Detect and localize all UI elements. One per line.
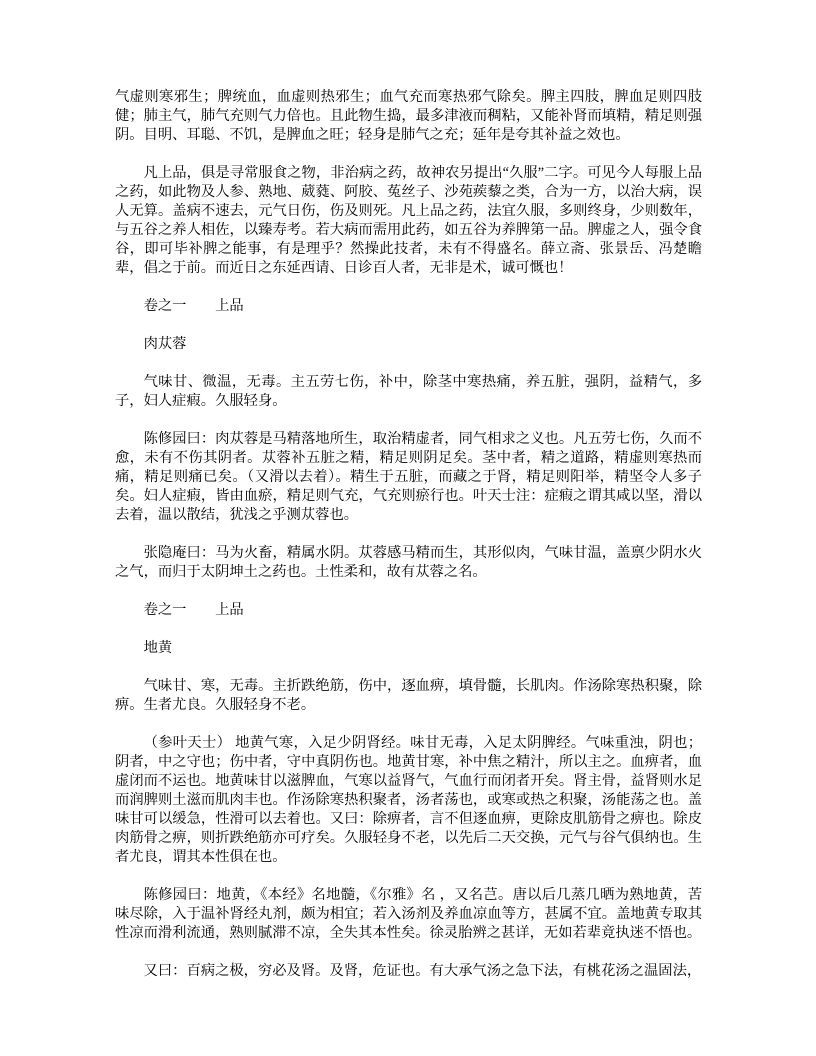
commentary-paragraph: 陈修园曰：地黄，《本经》名地髓，《尔雅》名 ，又名芑。唐以后几蒸几晒为熟地黄，苦味尽除，入于温补肾经丸剂，颇为相宜；若入汤剂及养血凉血等方，甚属不宜。盖地黄专取其性凉而滑利流通，熟则腻滞不凉，全失其本性矣。徐灵胎辨之甚详，无如若辈竟执迷不悟也。 <box>115 887 702 941</box>
commentary-paragraph: 凡上品，俱是寻常服食之物，非治病之药，故神农另提出“久服”二字。可见今人每服上品之药，如此物及人参、熟地、葳蕤、阿胶、菟丝子、沙苑蒺藜之类，合为一方，以治大病，误人无算。盖病不速去，元气日伤，伤及则死。凡上品之药，法宜久服，多则终身，少则数年，与五谷之养人相佐，以臻寿考。若大病而需用此药，如五谷为养脾第一品。脾虚之人，强令食谷，即可毕补脾之能事，有是理乎？然操此技者，未有不得盛名。薛立斋、张景岳、冯楚瞻辈，倡之于前。而近日之东延西请、日诊百人者，无非是术，诚可慨也！ <box>115 165 702 276</box>
commentary-paragraph: 陈修园曰：肉苁蓉是马精落地所生，取治精虚者，同气相求之义也。凡五劳七伤，久而不愈，未有不伤其阴者。苁蓉补五脏之精，精足则阴足矣。茎中者，精之道路，精虚则寒热而痛，精足则痛已矣。（又滑以去着）。精生于五脏，而藏之于肾，精足则阳举，精坚令人多子矣。妇人症瘕，皆由血瘀，精足则气充，气充则瘀行也。叶天士注：症瘕之谓其咸以坚，滑以去着，温以散结，犹浅之乎测苁蓉也。 <box>115 431 702 523</box>
herb-name-heading: 地黄 <box>143 640 173 656</box>
canon-text-paragraph: 气味甘、寒，无毒。主折跌绝筋，伤中，逐血痹，填骨髓，长肌肉。作汤除寒热积聚，除痹。生者尤良。久服轻身不老。 <box>115 678 702 713</box>
volume-heading: 卷之一 上品 <box>143 602 244 618</box>
canon-text-paragraph: 气味甘、微温，无毒。主五劳七伤，补中，除茎中寒热痛，养五脏，强阴，益精气，多子，妇人症瘕。久服轻身。 <box>115 374 702 409</box>
body-paragraph: 气虚则寒邪生；脾统血，血虚则热邪生；血气充而寒热邪气除矣。脾主四肢，脾血足则四肢健；肺主气，肺气充则气力倍也。且此物生捣，最多津液而稠粘，又能补肾而填精，精足则强阴。目明、耳聪、不饥，是脾血之旺；轻身是肺气之充；延年是夸其补益之效也。 <box>115 89 702 143</box>
herb-name-heading: 肉苁蓉 <box>143 336 187 352</box>
commentary-paragraph: 又曰：百病之极，穷必及肾。及肾，危证也。有大承气汤之急下法，有桃花汤之温固法， <box>143 963 702 979</box>
volume-heading: 卷之一 上品 <box>143 298 244 314</box>
commentary-paragraph: 张隐庵曰：马为火畜，精属水阴。苁蓉感马精而生，其形似肉，气味甘温，盖禀少阴水火之气，而归于太阴坤土之药也。土性柔和，故有苁蓉之名。 <box>115 545 702 580</box>
commentary-paragraph: （参叶天士） 地黄气寒，入足少阴肾经。味甘无毒，入足太阴脾经。气味重浊，阴也；阴者，中之守也；伤中者，守中真阴伤也。地黄甘寒，补中焦之精汁，所以主之。血痹者，血虚闭而不运也。地黄味甘以滋脾血，气寒以益肾气，气血行而闭者开矣。肾主骨，益肾则水足而润脾则土滋而肌肉丰也。作汤除寒热积聚者，汤者荡也，或寒或热之积聚，汤能荡之也。盖味甘可以缓急，性滑可以去着也。又曰：除痹者，言不但逐血痹，更除皮肌筋骨之痹也。除皮肉筋骨之痹，则折跌绝筋亦可疗矣。久服轻身不老，以先后二天交换，元气与谷气俱纳也。生者尤良，谓其本性俱在也。 <box>115 735 702 865</box>
